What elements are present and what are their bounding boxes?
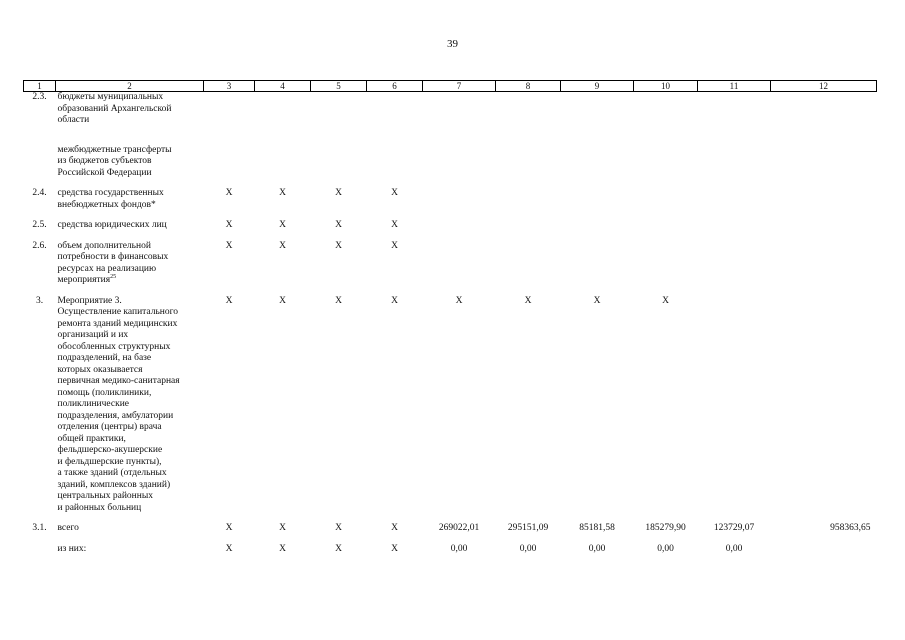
cell-col-5: X <box>335 523 342 533</box>
table-row <box>24 232 877 287</box>
cell-col-5 <box>311 127 367 180</box>
cell-col-12: 958363,65 <box>830 523 871 533</box>
cell-col-5: X <box>335 220 342 230</box>
cell-col-9 <box>561 211 634 232</box>
table-body <box>24 92 877 556</box>
cell-col-4: X <box>279 188 286 198</box>
cell-col-3: X <box>225 188 233 198</box>
cell-col-11 <box>698 92 771 127</box>
cell-col-11 <box>698 127 771 180</box>
col-header-10: 10 <box>634 81 698 92</box>
row-description <box>56 211 204 232</box>
cell-col-8 <box>496 211 561 232</box>
header-row <box>24 81 877 92</box>
cell-col-9: 85181,58 <box>579 523 615 533</box>
row-description <box>56 514 204 535</box>
cell-col-10: 0,00 <box>657 543 674 554</box>
cell-col-11: 123729,07 <box>713 523 755 533</box>
cell-col-8: X <box>524 295 532 306</box>
row-description <box>56 179 204 211</box>
cell-col-10: 185279,90 <box>645 523 686 533</box>
cell-col-7 <box>423 211 496 232</box>
cell-col-9 <box>561 92 634 127</box>
cell-col-8 <box>496 232 561 287</box>
col-header-11: 11 <box>698 81 771 92</box>
col-header-2: 2 <box>56 81 204 92</box>
cell-col-4: X <box>279 543 286 554</box>
row-description-text: бюджеты муниципальных образований Архангельской области <box>57 92 172 125</box>
cell-col-6: X <box>391 295 398 306</box>
cell-col-9 <box>561 232 634 287</box>
cell-col-6 <box>367 92 423 127</box>
table-row <box>24 127 877 180</box>
cell-col-6: X <box>391 523 398 533</box>
col-header-5: 5 <box>311 81 367 92</box>
row-description <box>56 287 204 515</box>
cell-col-7: 0,00 <box>450 543 468 554</box>
cell-col-7 <box>423 127 496 180</box>
cell-col-7 <box>423 92 496 127</box>
row-number: 2.5. <box>32 220 47 230</box>
cell-col-10 <box>634 179 698 211</box>
cell-col-7 <box>423 232 496 287</box>
row-description-text: средства юридических лиц <box>57 220 167 230</box>
table-row <box>24 92 877 127</box>
cell-col-3: X <box>225 543 233 554</box>
cell-col-12 <box>771 535 877 556</box>
cell-col-6 <box>367 127 423 180</box>
cell-col-3: X <box>225 523 233 533</box>
cell-col-7: 269022,01 <box>438 523 480 533</box>
cell-col-12 <box>771 211 877 232</box>
row-description <box>56 92 204 127</box>
cell-col-7: X <box>455 295 463 306</box>
cell-col-6: X <box>391 240 398 251</box>
cell-col-5: X <box>335 240 342 251</box>
cell-col-5: X <box>335 295 342 306</box>
cell-col-12 <box>771 232 877 287</box>
cell-col-6: X <box>391 543 398 554</box>
row-description-text: объем дополнительной потребности в финансовых ресурсах на реализацию мероприятия <box>57 240 169 285</box>
cell-col-10 <box>634 232 698 287</box>
row-description-text: Мероприятие 3. Осуществление капитального ремонта зданий медицинских организаций и их обособленных структурных подразделений, на базе которых оказывается первичная медико-санитарная помощь (поликлиники, поликлинические подразделения, амбулатории отделения (центры) врача общей практики, фельдшерско-акушерские и фельдшерские пункты), а также зданий (отдельных зданий, комплексов зданий) центральных районных и районных больниц <box>57 295 180 513</box>
cell-col-10 <box>634 211 698 232</box>
cell-col-3 <box>204 92 255 127</box>
cell-col-4: X <box>279 220 286 230</box>
cell-col-9: 0,00 <box>588 543 606 554</box>
table-row <box>24 535 877 556</box>
col-header-12: 12 <box>771 81 877 92</box>
cell-col-4: X <box>279 523 286 533</box>
financing-table <box>23 80 877 555</box>
cell-col-3: X <box>225 240 233 251</box>
cell-col-12 <box>771 127 877 180</box>
cell-col-11 <box>698 211 771 232</box>
table-row <box>24 514 877 535</box>
col-header-9: 9 <box>561 81 634 92</box>
cell-col-8: 0,00 <box>519 543 537 554</box>
table-row <box>24 211 877 232</box>
row-number <box>24 127 56 180</box>
row-description-text: средства государственных внебюджетных фондов* <box>57 188 164 210</box>
row-number: 2.3. <box>32 92 47 102</box>
cell-col-7 <box>423 179 496 211</box>
col-header-4: 4 <box>255 81 311 92</box>
cell-col-4 <box>255 92 311 127</box>
cell-col-8 <box>496 92 561 127</box>
page-number: 39 <box>447 38 458 50</box>
row-description <box>56 232 204 287</box>
cell-col-10 <box>634 92 698 127</box>
row-number: 3.1. <box>32 523 47 533</box>
cell-col-9: X <box>593 295 601 306</box>
cell-col-12 <box>771 92 877 127</box>
row-description-text: из них: <box>57 543 87 554</box>
cell-col-8: 295151,09 <box>507 523 549 533</box>
cell-col-3: X <box>225 295 233 306</box>
col-header-8: 8 <box>496 81 561 92</box>
cell-col-10 <box>634 127 698 180</box>
cell-col-8 <box>496 179 561 211</box>
cell-col-10: X <box>662 295 669 306</box>
col-header-6: 6 <box>367 81 423 92</box>
cell-col-4: X <box>279 240 286 251</box>
row-number: 2.6. <box>32 240 47 251</box>
cell-col-11 <box>698 287 771 515</box>
row-description-text: межбюджетные трансферты из бюджетов субъектов Российской Федерации <box>57 144 172 178</box>
row-description <box>56 535 204 556</box>
row-number: 3. <box>35 295 44 306</box>
cell-col-4 <box>255 127 311 180</box>
cell-col-4: X <box>279 295 286 306</box>
cell-col-9 <box>561 179 634 211</box>
cell-col-11 <box>698 232 771 287</box>
cell-col-3: X <box>225 220 233 230</box>
col-header-1: 1 <box>24 81 56 92</box>
col-header-3: 3 <box>204 81 255 92</box>
cell-col-6: X <box>391 188 398 198</box>
cell-col-8 <box>496 127 561 180</box>
footnote-reference: 25 <box>110 273 117 280</box>
row-number <box>24 535 56 556</box>
col-header-7: 7 <box>423 81 496 92</box>
cell-col-9 <box>561 127 634 180</box>
cell-col-11: 0,00 <box>725 543 743 554</box>
table-row <box>24 287 877 515</box>
cell-col-6: X <box>391 220 398 230</box>
cell-col-12 <box>771 179 877 211</box>
row-description-text: всего <box>57 523 79 533</box>
cell-col-12 <box>771 287 877 515</box>
table-row <box>24 179 877 211</box>
cell-col-3 <box>204 127 255 180</box>
row-number: 2.4. <box>32 188 47 198</box>
row-description <box>56 127 204 180</box>
cell-col-5 <box>311 92 367 127</box>
cell-col-5: X <box>335 543 342 554</box>
cell-col-11 <box>698 179 771 211</box>
cell-col-5: X <box>335 188 342 198</box>
